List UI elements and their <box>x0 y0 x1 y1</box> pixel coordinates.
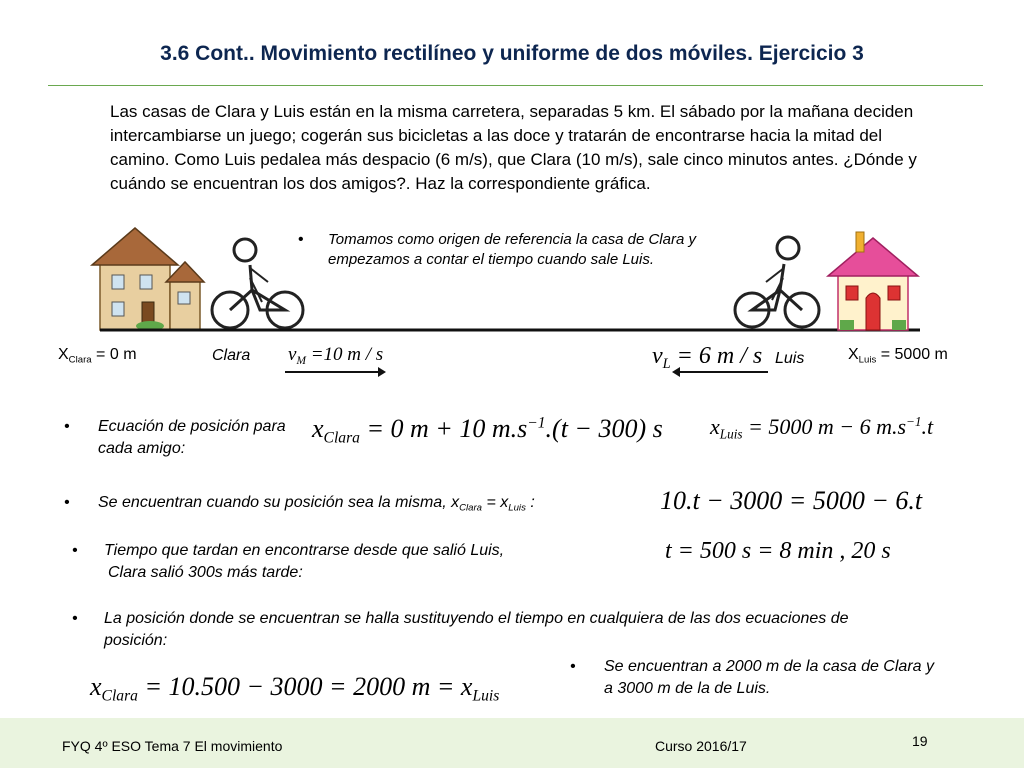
time-result-equation: t = 500 s = 8 min , 20 s <box>665 538 891 564</box>
clara-position-equation: $x_{Clara} = 0$ m + 10 $m.s^{-1}.(t - 300)$ s <box>312 414 663 447</box>
position-equation-heading: Ecuación de posición para cada amigo: <box>98 418 286 457</box>
meeting-time-line2: Clara salió 300s más tarde: <box>108 564 303 581</box>
luis-position-label: $X_{Luis} = 5000$ m <box>848 346 948 366</box>
clara-house-icon <box>92 228 204 331</box>
position-result-equation: $x_{Clara} = 10.500 - 3000 = 2000$ $m = x_{Luis}$ <box>90 672 500 705</box>
page-number: 19 <box>912 733 928 749</box>
bullet-dot: • <box>64 494 70 511</box>
clara-position-label: $X_{Clara} = 0$ m <box>58 346 137 366</box>
title-divider <box>48 85 983 86</box>
bullet-dot: • <box>72 542 78 559</box>
meeting-time-line1: Tiempo que tardan en encontrarse desde que salió Luis, <box>104 542 505 559</box>
clara-velocity-label: $v_M =10$ m / s <box>288 344 384 367</box>
bullet-dot: • <box>298 231 304 248</box>
clara-name-label: Clara <box>212 347 251 364</box>
clara-velocity-arrow <box>285 367 386 377</box>
substitution-text: La posición donde se encuentran se halla sustituyendo el tiempo en cualquiera de las dos ecuaciones de posición: <box>104 610 849 649</box>
luis-velocity-label: $v_L = 6$ m / s <box>652 343 763 373</box>
footer-course-label: FYQ 4º ESO Tema 7 El movimiento <box>62 738 283 754</box>
reference-note-text: Tomamos como origen de referencia la casa de Clara y empezamos a contar el tiempo cuando sale Luis. <box>328 231 696 268</box>
luis-house-icon <box>828 232 918 330</box>
clara-cyclist-icon <box>212 239 303 328</box>
meeting-equation: 10.t − 3000 = 5000 − 6.t <box>660 486 923 515</box>
bullet-dot: • <box>64 418 70 435</box>
bullet-dot: • <box>72 610 78 627</box>
conclusion-text: Se encuentran a 2000 m de la casa de Clara y a 3000 m de la de Luis. <box>604 658 934 697</box>
problem-statement: Las casas de Clara y Luis están en la misma carretera, separadas 5 km. El sábado por la mañana deciden intercambiarse un juego; cogerán sus bicicletas a las doce y tratarán de encontrarse hacia la mitad del camino. Como Luis pedalea más despacio (6 m/s), que Clara (10 m/s), sale cinco minutos antes. ¿Dónde y cuándo se encuentran los dos amigos?. Haz la correspondiente gráfica. <box>110 102 917 193</box>
luis-name-label: Luis <box>775 350 805 367</box>
meeting-condition-text: Se encuentran cuando su posición sea la misma, $x_{Clara} = x_{Luis}$ : <box>98 494 535 514</box>
meeting-time-text <box>104 540 624 584</box>
slide-title: 3.6 Cont.. Movimiento rectilíneo y uniforme de dos móviles. Ejercicio 3 <box>160 42 864 65</box>
bullet-dot: • <box>570 658 576 675</box>
luis-position-equation: $x_{Luis} = 5000$ m − 6 $m.s^{-1}.t$ <box>710 414 934 442</box>
luis-cyclist-icon <box>735 237 819 327</box>
footer-year-label: Curso 2016/17 <box>655 738 747 754</box>
